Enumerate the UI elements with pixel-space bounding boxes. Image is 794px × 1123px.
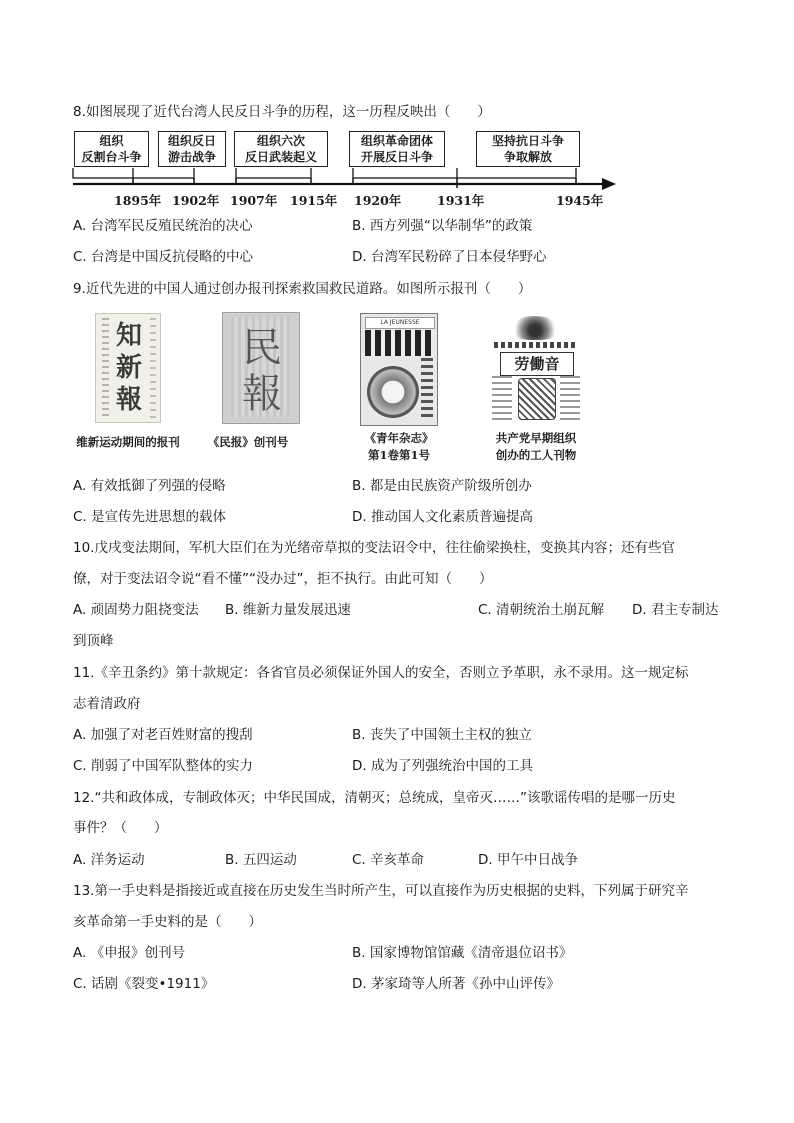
q9-option-c[interactable]: C. 是宣传先进思想的载体 — [73, 509, 227, 525]
q12-option-d[interactable]: D. 甲午中日战争 — [478, 852, 578, 868]
q11-options-row1 — [73, 723, 723, 747]
q9-options-row2 — [73, 505, 723, 529]
q13-option-a[interactable]: A. 《申报》创刊号 — [73, 945, 186, 961]
timeline-year-1920: 1920年 — [354, 193, 402, 208]
timeline-year-1931: 1931年 — [437, 193, 485, 208]
timeline-year-1902: 1902年 — [172, 193, 220, 208]
q10-option-c[interactable]: C. 清朝统治土崩瓦解 — [478, 602, 605, 618]
timeline-event-4: 组织革命团体 开展反日斗争 — [349, 131, 445, 167]
q13-option-d[interactable]: D. 茅家琦等人所著《孙中山评传》 — [352, 976, 560, 992]
q11-options-row2 — [73, 754, 723, 778]
q11-option-b[interactable]: B. 丧失了中国领土主权的独立 — [352, 727, 532, 743]
q13-option-b[interactable]: B. 国家博物馆馆藏《清帝退位诏书》 — [352, 945, 573, 961]
q9-option-b[interactable]: B. 都是由民族资产阶级所创办 — [352, 478, 532, 494]
journal-caption-3: 《青年杂志》 第1卷第1号 — [364, 431, 434, 462]
q13-options-row1 — [73, 941, 723, 965]
journal-laodongyin-title: 劳働音 — [500, 352, 574, 376]
q10-option-b[interactable]: B. 维新力量发展迅速 — [225, 602, 351, 618]
q9-options-row1 — [73, 474, 723, 498]
timeline-event-1: 组织 反割台斗争 — [74, 131, 149, 167]
q12-options-row — [73, 848, 723, 872]
q11-option-d[interactable]: D. 成为了列强统治中国的工具 — [352, 758, 533, 774]
timeline-event-2: 组织反日 游击战争 — [158, 131, 226, 167]
q12-option-a[interactable]: A. 洋务运动 — [73, 852, 145, 868]
q10-options-row — [73, 598, 723, 622]
q13-options-row2 — [73, 972, 723, 996]
timeline-year-1915: 1915年 — [290, 193, 338, 208]
q10-option-d-continued: 到顶峰 — [73, 633, 114, 649]
q10-stem-line2: 僚，对于变法诏令说“看不懂”“没办过”，拒不执行。由此可知（ ） — [73, 571, 493, 587]
timeline-event-5: 坚持抗日斗争 争取解放 — [476, 131, 580, 167]
q12-stem-line1: 12.“共和政体成，专制政体灭；中华民国成，清朝灭；总统成，皇帝灭……”该歌谣传唱的是哪一历史 — [73, 790, 676, 806]
q8-option-b[interactable]: B. 西方列强“以华制华”的政策 — [352, 218, 533, 234]
q12-stem-line2: 事件？（ ） — [73, 820, 168, 836]
timeline-axis — [0, 0, 794, 220]
q12-option-c[interactable]: C. 辛亥革命 — [352, 852, 425, 868]
journal-minbao-title: 民報 — [242, 325, 282, 417]
timeline-year-1895: 1895年 — [114, 193, 162, 208]
journal-minbao-image — [222, 312, 300, 424]
q8-options-row2 — [73, 245, 723, 269]
q11-stem-line2: 志着清政府 — [73, 696, 141, 712]
q8-option-d[interactable]: D. 台湾军民粉碎了日本侵华野心 — [352, 249, 547, 265]
q10-option-a[interactable]: A. 顽固势力阻挠变法 — [73, 602, 199, 618]
q9-option-d[interactable]: D. 推动国人文化素质普遍提高 — [352, 509, 533, 525]
q11-option-a[interactable]: A. 加强了对老百姓财富的搜刮 — [73, 727, 253, 743]
timeline-event-3: 组织六次 反日武装起义 — [234, 131, 328, 167]
q9-stem: 9.近代先进的中国人通过创办报刊探索救国救民道路。如图所示报刊（ ） — [73, 281, 532, 297]
q11-option-c[interactable]: C. 削弱了中国军队整体的实力 — [73, 758, 254, 774]
journal-caption-4: 共产党早期组织 创办的工人刊物 — [495, 431, 577, 462]
q12-option-b[interactable]: B. 五四运动 — [225, 852, 297, 868]
journal-laodongyin-image — [488, 314, 584, 426]
q13-option-c[interactable]: C. 话剧《裂变•1911》 — [73, 976, 215, 992]
q8-stem: 8.如图展现了近代台湾人民反日斗争的历程，这一历程反映出（ ） — [73, 104, 491, 120]
q10-stem-line1: 10.戊戌变法期间，军机大臣们在为光绪帝草拟的变法诏令中，往往偷梁换柱，变换其内容；还有些官 — [73, 540, 675, 556]
q9-option-a[interactable]: A. 有效抵御了列强的侵略 — [73, 478, 226, 494]
journal-xinqingnian-title: LA JEUNESSE — [365, 317, 435, 329]
q11-stem-line1: 11.《辛丑条约》第十款规定：各省官员必须保证外国人的安全，否则立予革职，永不录用。这一规定标 — [73, 665, 689, 681]
journal-caption-2: 《民报》创刊号 — [207, 435, 289, 449]
q8-options-row1 — [73, 214, 723, 238]
timeline-year-1945: 1945年 — [556, 193, 604, 208]
q8-option-c[interactable]: C. 台湾是中国反抗侵略的中心 — [73, 249, 254, 265]
timeline-year-1907: 1907年 — [230, 193, 278, 208]
q10-option-d[interactable]: D. 君主专制达 — [632, 602, 719, 618]
journal-xinqingnian-image — [360, 313, 438, 426]
journal-zhixinbao-image — [95, 313, 161, 423]
q13-stem-line2: 亥革命第一手史料的是（ ） — [73, 914, 262, 930]
q13-stem-line1: 13.第一手史料是指接近或直接在历史发生当时所产生，可以直接作为历史根据的史料，下列属于研究辛 — [73, 883, 689, 899]
journal-caption-1: 维新运动期间的报刊 — [76, 435, 180, 449]
journal-zhixinbao-title: 知新報 — [115, 321, 142, 415]
q8-option-a[interactable]: A. 台湾军民反殖民统治的决心 — [73, 218, 253, 234]
